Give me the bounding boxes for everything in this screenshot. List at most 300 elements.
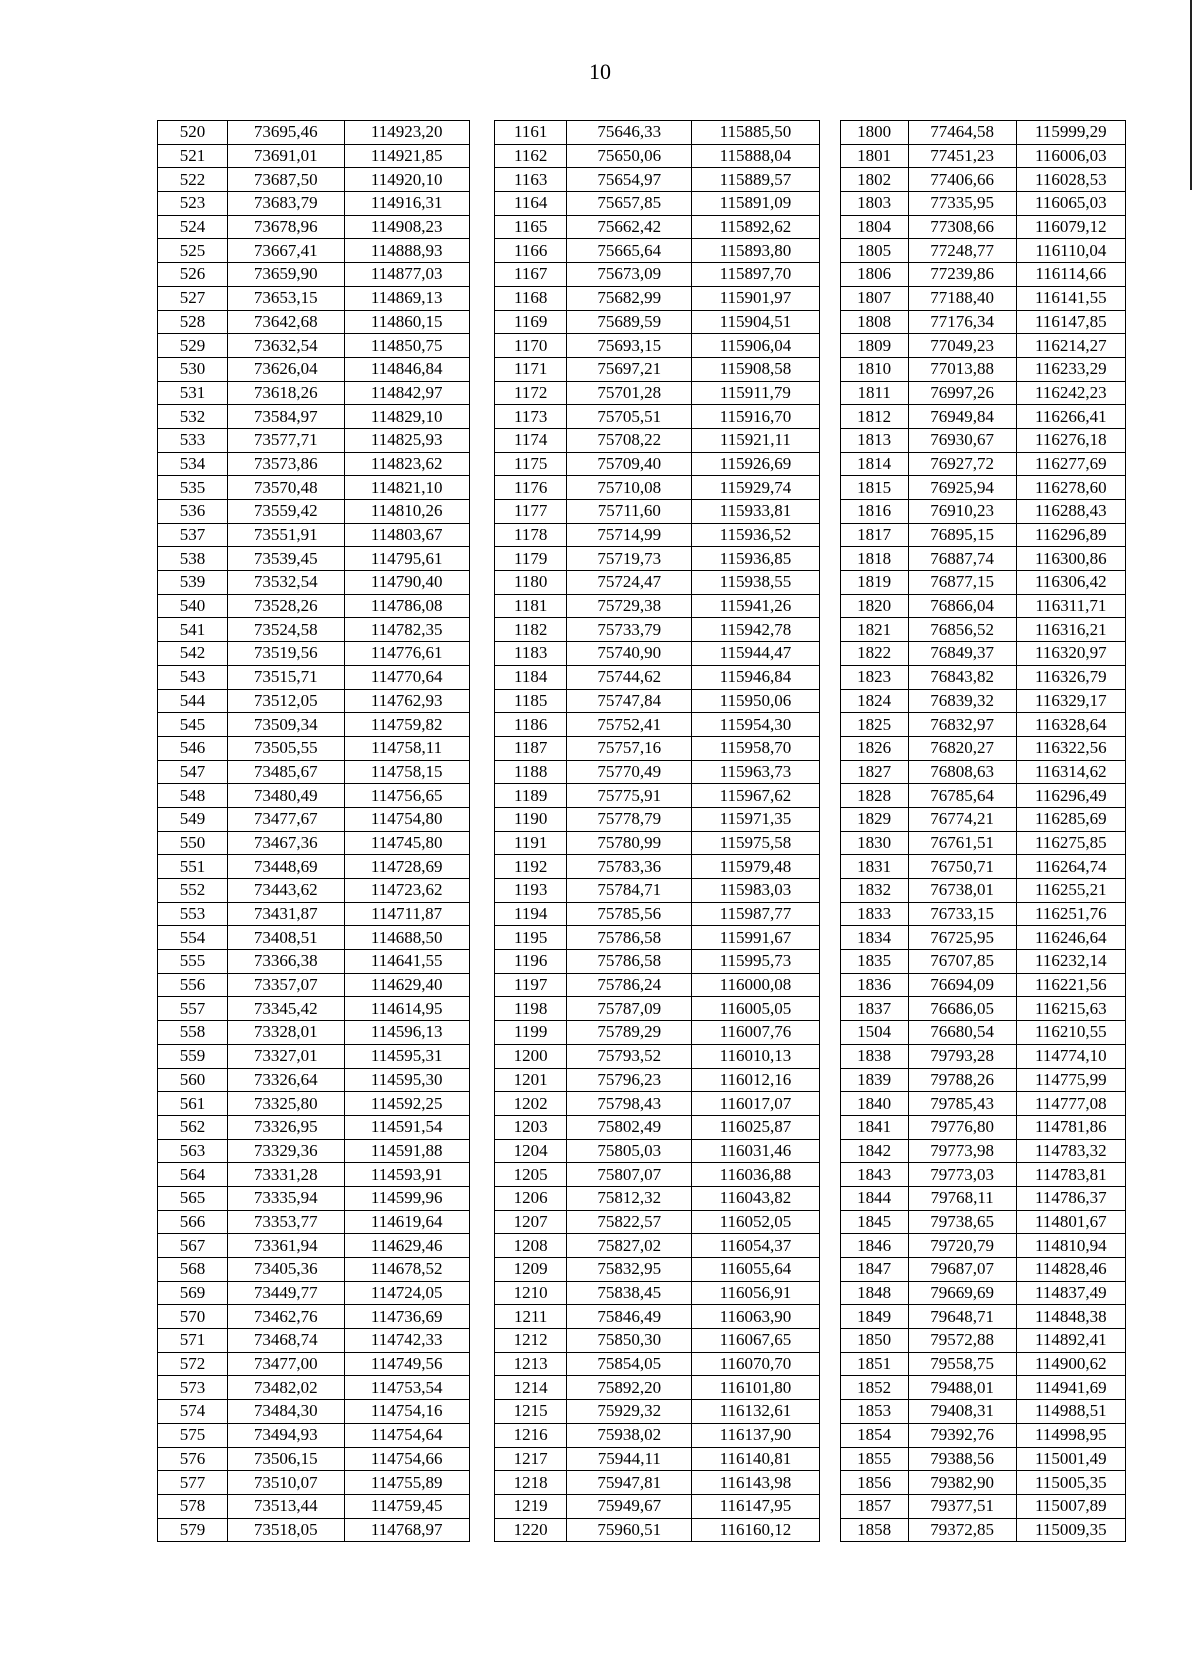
y-coordinate-cell: 114988,51 [1016,1400,1125,1424]
point-number-cell: 545 [158,713,228,737]
x-coordinate-cell: 76866,04 [908,594,1016,618]
point-number-cell: 1803 [840,192,908,216]
column-group-separator [469,1115,494,1139]
y-coordinate-cell: 114860,15 [344,310,469,334]
x-coordinate-cell: 75832,95 [567,1258,692,1282]
x-coordinate-cell: 76785,64 [908,784,1016,808]
column-group-separator [819,1163,840,1187]
y-coordinate-cell: 115889,57 [692,168,819,192]
x-coordinate-cell: 79572,88 [908,1329,1016,1353]
column-group-separator [819,713,840,737]
column-group-separator [819,1021,840,1045]
point-number-cell: 1219 [495,1494,567,1518]
point-number-cell: 1807 [840,286,908,310]
y-coordinate-cell: 116296,89 [1016,523,1125,547]
y-coordinate-cell: 115944,47 [692,642,819,666]
y-coordinate-cell: 116056,91 [692,1281,819,1305]
point-number-cell: 532 [158,405,228,429]
point-number-cell: 551 [158,855,228,879]
y-coordinate-cell: 114783,81 [1016,1163,1125,1187]
x-coordinate-cell: 75657,85 [567,192,692,216]
point-number-cell: 1823 [840,665,908,689]
y-coordinate-cell: 116147,85 [1016,310,1125,334]
x-coordinate-cell: 75697,21 [567,357,692,381]
column-group-separator [469,121,494,145]
x-coordinate-cell: 79773,03 [908,1163,1016,1187]
y-coordinate-cell: 116132,61 [692,1400,819,1424]
column-group-separator [819,121,840,145]
x-coordinate-cell: 75744,62 [567,665,692,689]
x-coordinate-cell: 79669,69 [908,1281,1016,1305]
x-coordinate-cell: 75854,05 [567,1352,692,1376]
y-coordinate-cell: 114593,91 [344,1163,469,1187]
x-coordinate-cell: 76832,97 [908,713,1016,737]
table-row [158,879,1126,903]
point-number-cell: 564 [158,1163,228,1187]
x-coordinate-cell: 76887,74 [908,547,1016,571]
table-row [158,1352,1126,1376]
column-group-separator [819,476,840,500]
column-group-separator [469,523,494,547]
y-coordinate-cell: 114596,13 [344,1021,469,1045]
point-number-cell: 1162 [495,144,567,168]
column-group-separator [469,879,494,903]
point-number-cell: 1163 [495,168,567,192]
column-group-separator [819,239,840,263]
y-coordinate-cell: 114736,69 [344,1305,469,1329]
y-coordinate-cell: 114850,75 [344,334,469,358]
column-group-separator [819,879,840,903]
point-number-cell: 538 [158,547,228,571]
y-coordinate-cell: 114756,65 [344,784,469,808]
column-group-separator [469,1447,494,1471]
x-coordinate-cell: 76877,15 [908,571,1016,595]
x-coordinate-cell: 77335,95 [908,192,1016,216]
column-group-separator [469,286,494,310]
x-coordinate-cell: 77176,34 [908,310,1016,334]
y-coordinate-cell: 115971,35 [692,807,819,831]
x-coordinate-cell: 75729,38 [567,594,692,618]
table-row [158,997,1126,1021]
column-group-separator [819,1258,840,1282]
column-group-separator [469,950,494,974]
table-row [158,1163,1126,1187]
point-number-cell: 1811 [840,381,908,405]
column-group-separator [469,476,494,500]
column-group-separator [819,381,840,405]
x-coordinate-cell: 75724,47 [567,571,692,595]
table-row [158,1044,1126,1068]
point-number-cell: 565 [158,1186,228,1210]
x-coordinate-cell: 75780,99 [567,831,692,855]
column-group-separator [469,760,494,784]
y-coordinate-cell: 114723,62 [344,879,469,903]
point-number-cell: 1818 [840,547,908,571]
x-coordinate-cell: 73532,54 [227,571,344,595]
x-coordinate-cell: 79738,65 [908,1210,1016,1234]
point-number-cell: 1836 [840,973,908,997]
x-coordinate-cell: 75787,09 [567,997,692,1021]
point-number-cell: 1843 [840,1163,908,1187]
point-number-cell: 1850 [840,1329,908,1353]
y-coordinate-cell: 114908,23 [344,215,469,239]
x-coordinate-cell: 73573,86 [227,452,344,476]
y-coordinate-cell: 116277,69 [1016,452,1125,476]
point-number-cell: 529 [158,334,228,358]
table-row [158,1329,1126,1353]
x-coordinate-cell: 76843,82 [908,665,1016,689]
point-number-cell: 1819 [840,571,908,595]
column-group-separator [819,736,840,760]
x-coordinate-cell: 79392,76 [908,1423,1016,1447]
x-coordinate-cell: 75944,11 [567,1447,692,1471]
x-coordinate-cell: 76761,51 [908,831,1016,855]
column-group-separator [469,1423,494,1447]
y-coordinate-cell: 116028,53 [1016,168,1125,192]
y-coordinate-cell: 114629,46 [344,1234,469,1258]
y-coordinate-cell: 116005,05 [692,997,819,1021]
y-coordinate-cell: 114848,38 [1016,1305,1125,1329]
column-group-separator [469,1021,494,1045]
point-number-cell: 1201 [495,1068,567,1092]
point-number-cell: 1199 [495,1021,567,1045]
y-coordinate-cell: 115938,55 [692,571,819,595]
x-coordinate-cell: 75783,36 [567,855,692,879]
column-group-separator [819,594,840,618]
column-group-separator [819,831,840,855]
point-number-cell: 1855 [840,1447,908,1471]
column-group-separator [469,263,494,287]
y-coordinate-cell: 114921,85 [344,144,469,168]
column-group-separator [819,902,840,926]
y-coordinate-cell: 114825,93 [344,428,469,452]
column-group-separator [819,405,840,429]
y-coordinate-cell: 114614,95 [344,997,469,1021]
x-coordinate-cell: 73524,58 [227,618,344,642]
x-coordinate-cell: 75812,32 [567,1186,692,1210]
point-number-cell: 1187 [495,736,567,760]
column-group-separator [819,1139,840,1163]
y-coordinate-cell: 114641,55 [344,950,469,974]
x-coordinate-cell: 75709,40 [567,452,692,476]
x-coordinate-cell: 75752,41 [567,713,692,737]
point-number-cell: 1839 [840,1068,908,1092]
x-coordinate-cell: 73695,46 [227,121,344,145]
y-coordinate-cell: 116065,03 [1016,192,1125,216]
y-coordinate-cell: 116322,56 [1016,736,1125,760]
x-coordinate-cell: 73691,01 [227,144,344,168]
y-coordinate-cell: 114846,84 [344,357,469,381]
y-coordinate-cell: 116288,43 [1016,500,1125,524]
x-coordinate-cell: 73468,74 [227,1329,344,1353]
x-coordinate-cell: 75838,45 [567,1281,692,1305]
point-number-cell: 534 [158,452,228,476]
x-coordinate-cell: 73618,26 [227,381,344,405]
y-coordinate-cell: 115946,84 [692,665,819,689]
x-coordinate-cell: 79793,28 [908,1044,1016,1068]
y-coordinate-cell: 116140,81 [692,1447,819,1471]
table-row [158,571,1126,595]
y-coordinate-cell: 116264,74 [1016,855,1125,879]
x-coordinate-cell: 75786,58 [567,926,692,950]
y-coordinate-cell: 116251,76 [1016,902,1125,926]
point-number-cell: 1827 [840,760,908,784]
table-row [158,381,1126,405]
column-group-separator [469,239,494,263]
column-group-separator [469,855,494,879]
point-number-cell: 1183 [495,642,567,666]
point-number-cell: 1207 [495,1210,567,1234]
x-coordinate-cell: 73551,91 [227,523,344,547]
point-number-cell: 562 [158,1115,228,1139]
y-coordinate-cell: 114781,86 [1016,1115,1125,1139]
x-coordinate-cell: 79788,26 [908,1068,1016,1092]
y-coordinate-cell: 116311,71 [1016,594,1125,618]
point-number-cell: 543 [158,665,228,689]
table-row [158,1210,1126,1234]
x-coordinate-cell: 73632,54 [227,334,344,358]
point-number-cell: 1852 [840,1376,908,1400]
y-coordinate-cell: 114821,10 [344,476,469,500]
y-coordinate-cell: 115929,74 [692,476,819,500]
y-coordinate-cell: 114749,56 [344,1352,469,1376]
point-number-cell: 1218 [495,1471,567,1495]
x-coordinate-cell: 73577,71 [227,428,344,452]
column-group-separator [819,855,840,879]
point-number-cell: 1815 [840,476,908,500]
x-coordinate-cell: 77049,23 [908,334,1016,358]
point-number-cell: 548 [158,784,228,808]
table-row [158,1234,1126,1258]
x-coordinate-cell: 76738,01 [908,879,1016,903]
x-coordinate-cell: 79382,90 [908,1471,1016,1495]
table-row [158,831,1126,855]
y-coordinate-cell: 114786,08 [344,594,469,618]
x-coordinate-cell: 75784,71 [567,879,692,903]
x-coordinate-cell: 79488,01 [908,1376,1016,1400]
point-number-cell: 1812 [840,405,908,429]
column-group-separator [469,784,494,808]
y-coordinate-cell: 116101,80 [692,1376,819,1400]
point-number-cell: 544 [158,689,228,713]
point-number-cell: 1804 [840,215,908,239]
y-coordinate-cell: 116043,82 [692,1186,819,1210]
column-group-separator [819,760,840,784]
table-row [158,192,1126,216]
x-coordinate-cell: 77308,66 [908,215,1016,239]
x-coordinate-cell: 75850,30 [567,1329,692,1353]
column-group-separator [819,784,840,808]
point-number-cell: 1194 [495,902,567,926]
x-coordinate-cell: 73484,30 [227,1400,344,1424]
y-coordinate-cell: 114790,40 [344,571,469,595]
y-coordinate-cell: 114775,99 [1016,1068,1125,1092]
x-coordinate-cell: 75938,02 [567,1423,692,1447]
y-coordinate-cell: 115009,35 [1016,1518,1125,1542]
table-row [158,215,1126,239]
point-number-cell: 1826 [840,736,908,760]
point-number-cell: 1198 [495,997,567,1021]
y-coordinate-cell: 116314,62 [1016,760,1125,784]
y-coordinate-cell: 114745,80 [344,831,469,855]
x-coordinate-cell: 77464,58 [908,121,1016,145]
x-coordinate-cell: 73449,77 [227,1281,344,1305]
column-group-separator [819,452,840,476]
point-number-cell: 528 [158,310,228,334]
y-coordinate-cell: 114754,80 [344,807,469,831]
y-coordinate-cell: 114777,08 [1016,1092,1125,1116]
x-coordinate-cell: 73494,93 [227,1423,344,1447]
y-coordinate-cell: 116054,37 [692,1234,819,1258]
column-group-separator [819,1423,840,1447]
y-coordinate-cell: 114711,87 [344,902,469,926]
column-group-separator [819,1305,840,1329]
column-group-separator [469,594,494,618]
x-coordinate-cell: 75929,32 [567,1400,692,1424]
y-coordinate-cell: 114724,05 [344,1281,469,1305]
point-number-cell: 527 [158,286,228,310]
x-coordinate-cell: 73626,04 [227,357,344,381]
point-number-cell: 1822 [840,642,908,666]
x-coordinate-cell: 73687,50 [227,168,344,192]
point-number-cell: 540 [158,594,228,618]
point-number-cell: 521 [158,144,228,168]
x-coordinate-cell: 75802,49 [567,1115,692,1139]
y-coordinate-cell: 114755,89 [344,1471,469,1495]
point-number-cell: 1217 [495,1447,567,1471]
y-coordinate-cell: 114759,82 [344,713,469,737]
x-coordinate-cell: 73518,05 [227,1518,344,1542]
column-group-separator [469,215,494,239]
column-group-separator [819,1210,840,1234]
point-number-cell: 1805 [840,239,908,263]
point-number-cell: 1848 [840,1281,908,1305]
y-coordinate-cell: 115995,73 [692,950,819,974]
column-group-separator [469,144,494,168]
y-coordinate-cell: 114770,64 [344,665,469,689]
table-row [158,1092,1126,1116]
y-coordinate-cell: 114888,93 [344,239,469,263]
point-number-cell: 535 [158,476,228,500]
point-number-cell: 1814 [840,452,908,476]
x-coordinate-cell: 73325,80 [227,1092,344,1116]
table-row [158,618,1126,642]
column-group-separator [819,310,840,334]
table-row [158,973,1126,997]
column-group-separator [469,571,494,595]
x-coordinate-cell: 79687,07 [908,1258,1016,1282]
y-coordinate-cell: 114753,54 [344,1376,469,1400]
y-coordinate-cell: 116036,88 [692,1163,819,1187]
table-row [158,263,1126,287]
column-group-separator [819,263,840,287]
point-number-cell: 1179 [495,547,567,571]
x-coordinate-cell: 75714,99 [567,523,692,547]
coordinates-table-body [158,121,1126,1542]
column-group-separator [469,1186,494,1210]
point-number-cell: 557 [158,997,228,1021]
point-number-cell: 1204 [495,1139,567,1163]
column-group-separator [819,1376,840,1400]
column-group-separator [819,1400,840,1424]
table-row [158,665,1126,689]
x-coordinate-cell: 73448,69 [227,855,344,879]
x-coordinate-cell: 75673,09 [567,263,692,287]
column-group-separator [469,665,494,689]
y-coordinate-cell: 114758,15 [344,760,469,784]
point-number-cell: 1849 [840,1305,908,1329]
point-number-cell: 558 [158,1021,228,1045]
y-coordinate-cell: 116079,12 [1016,215,1125,239]
point-number-cell: 1192 [495,855,567,879]
table-row [158,760,1126,784]
x-coordinate-cell: 75682,99 [567,286,692,310]
point-number-cell: 1806 [840,263,908,287]
x-coordinate-cell: 76725,95 [908,926,1016,950]
column-group-separator [819,1115,840,1139]
point-number-cell: 1216 [495,1423,567,1447]
point-number-cell: 1214 [495,1376,567,1400]
x-coordinate-cell: 79558,75 [908,1352,1016,1376]
y-coordinate-cell: 114877,03 [344,263,469,287]
x-coordinate-cell: 76707,85 [908,950,1016,974]
x-coordinate-cell: 73659,90 [227,263,344,287]
column-group-separator [819,1494,840,1518]
x-coordinate-cell: 75807,07 [567,1163,692,1187]
point-number-cell: 525 [158,239,228,263]
x-coordinate-cell: 79776,80 [908,1115,1016,1139]
table-row [158,1494,1126,1518]
coordinates-table [157,120,1126,1542]
y-coordinate-cell: 116246,64 [1016,926,1125,950]
table-row [158,476,1126,500]
point-number-cell: 1211 [495,1305,567,1329]
point-number-cell: 526 [158,263,228,287]
point-number-cell: 1172 [495,381,567,405]
x-coordinate-cell: 73462,76 [227,1305,344,1329]
column-group-separator [819,1186,840,1210]
column-group-separator [819,689,840,713]
point-number-cell: 539 [158,571,228,595]
x-coordinate-cell: 73477,00 [227,1352,344,1376]
y-coordinate-cell: 114688,50 [344,926,469,950]
table-row [158,1281,1126,1305]
point-number-cell: 1834 [840,926,908,950]
point-number-cell: 1830 [840,831,908,855]
point-number-cell: 1174 [495,428,567,452]
x-coordinate-cell: 75778,79 [567,807,692,831]
y-coordinate-cell: 114774,10 [1016,1044,1125,1068]
y-coordinate-cell: 114810,94 [1016,1234,1125,1258]
point-number-cell: 1166 [495,239,567,263]
x-coordinate-cell: 76820,27 [908,736,1016,760]
y-coordinate-cell: 114758,11 [344,736,469,760]
point-number-cell: 1178 [495,523,567,547]
point-number-cell: 1809 [840,334,908,358]
table-row [158,523,1126,547]
x-coordinate-cell: 75757,16 [567,736,692,760]
table-row [158,286,1126,310]
point-number-cell: 1208 [495,1234,567,1258]
y-coordinate-cell: 116320,97 [1016,642,1125,666]
column-group-separator [819,618,840,642]
y-coordinate-cell: 115936,85 [692,547,819,571]
x-coordinate-cell: 76895,15 [908,523,1016,547]
x-coordinate-cell: 76680,54 [908,1021,1016,1045]
x-coordinate-cell: 75662,42 [567,215,692,239]
y-coordinate-cell: 115975,58 [692,831,819,855]
point-number-cell: 1209 [495,1258,567,1282]
